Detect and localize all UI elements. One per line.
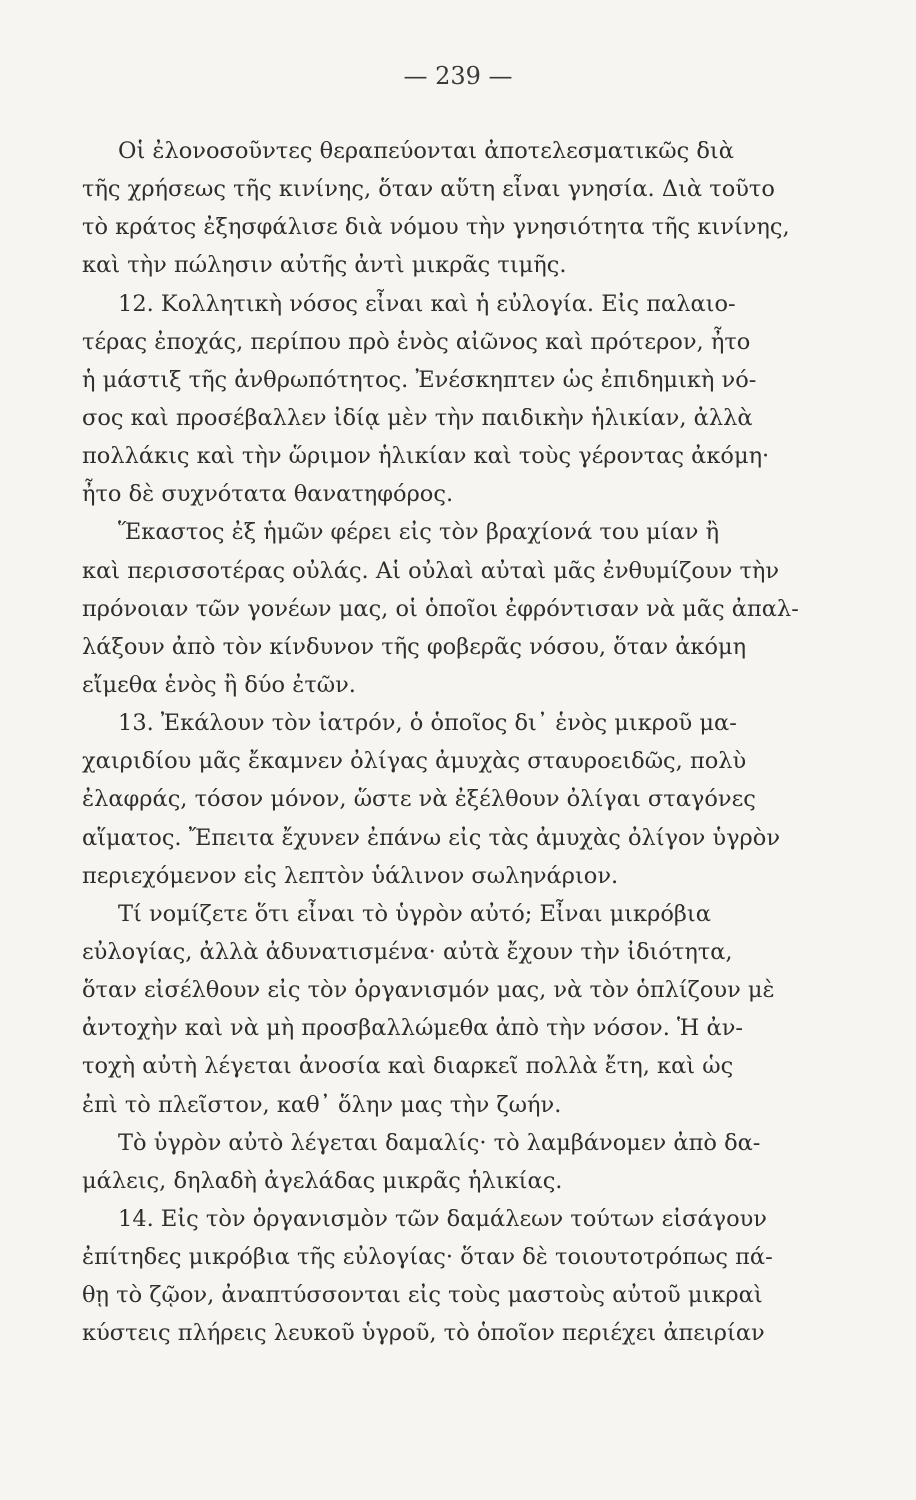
text-line: εὐλογίας, ἀλλὰ ἀδυνατισμένα· αὐτὰ ἔχουν τὴν ἰδιότητα, [82, 938, 733, 965]
body-text [82, 132, 834, 1353]
text-line: 12. Κολλητικὴ νόσος εἶναι καὶ ἡ εὐλογία. Εἰς παλαιο- [118, 290, 736, 317]
text-line: ἐπίτηδες μικρόβια τῆς εὐλογίας· ὅταν δὲ τοιουτοτρόπως πά- [82, 1244, 773, 1271]
text-line: ἐπὶ τὸ πλεῖστον, καθ᾽ ὅλην μας τὴν ζωήν. [82, 1091, 562, 1118]
text-line: ἐλαφράς, τόσον μόνον, ὥστε νὰ ἐξέλθουν ὀλίγαι σταγόνες [82, 786, 756, 813]
text-line: τέρας ἐποχάς, περίπου πρὸ ἑνὸς αἰῶνος καὶ πρότερον, ἦτο [82, 328, 751, 355]
text-line: Τὸ ὑγρὸν αὐτὸ λέγεται δαμαλίς· τὸ λαμβάνομεν ἀπὸ δα- [118, 1129, 761, 1156]
text-line: περιεχόμενον εἰς λεπτὸν ὑάλινον σωληνάριον. [82, 862, 619, 889]
text-line: αἵματος. Ἔπειτα ἔχυνεν ἐπάνω εἰς τὰς ἀμυχὰς ὀλίγον ὑγρὸν [82, 824, 780, 851]
text-line: λάξουν ἀπὸ τὸν κίνδυνον τῆς φοβερᾶς νόσου, ὅταν ἀκόμη [82, 633, 747, 660]
text-line: πρόνοιαν τῶν γονέων μας, οἱ ὁποῖοι ἐφρόντισαν νὰ μᾶς ἀπαλ- [82, 595, 799, 622]
page-number: — 239 — [403, 62, 513, 90]
text-line: κύστεις πλήρεις λευκοῦ ὑγροῦ, τὸ ὁποῖον περιέχει ἀπειρίαν [82, 1320, 765, 1347]
text-line: χαιριδίου μᾶς ἔκαμνεν ὀλίγας ἀμυχὰς σταυροειδῶς, πολὺ [82, 748, 747, 775]
text-line: πολλάκις καὶ τὴν ὥριμον ἡλικίαν καὶ τοὺς γέροντας ἀκόμη· [82, 443, 770, 470]
text-line: θῃ τὸ ζῷον, ἀναπτύσσονται εἰς τοὺς μαστοὺς αὐτοῦ μικραὶ [82, 1282, 763, 1309]
text-line: σος καὶ προσέβαλλεν ἰδίᾳ μὲν τὴν παιδικὴν ἡλικίαν, ἀλλὰ [82, 404, 753, 431]
text-line: Τί νομίζετε ὅτι εἶναι τὸ ὑγρὸν αὐτό; Εἶναι μικρόβια [118, 900, 711, 927]
text-line: καὶ τὴν πώλησιν αὐτῆς ἀντὶ μικρᾶς τιμῆς. [82, 252, 567, 279]
text-line: μάλεις, δηλαδὴ ἀγελάδας μικρᾶς ἡλικίας. [82, 1167, 563, 1194]
text-line: ἀντοχὴν καὶ νὰ μὴ προσβαλλώμεθα ἀπὸ τὴν νόσον. Ἡ ἀν- [82, 1015, 743, 1042]
text-line: Ἕκαστος ἐξ ἡμῶν φέρει εἰς τὸν βραχίονά του μίαν ἢ [118, 519, 720, 546]
text-line: Οἱ ἐλονοσοῦντες θεραπεύονται ἀποτελεσματικῶς διὰ [118, 138, 734, 164]
text-line: τὸ κράτος ἐξησφάλισε διὰ νόμου τὴν γνησιότητα τῆς κινίνης, [82, 214, 790, 241]
text-line: ὅταν εἰσέλθουν εἰς τὸν ὀργανισμόν μας, νὰ τὸν ὁπλίζουν μὲ [82, 977, 775, 1004]
text-line: καὶ περισσοτέρας οὐλάς. Αἱ οὐλαὶ αὐταὶ μᾶς ἐνθυμίζουν τὴν [82, 557, 780, 584]
text-line: ἦτο δὲ συχνότατα θανατηφόρος. [82, 481, 454, 508]
text-line: 13. Ἐκάλουν τὸν ἰατρόν, ὁ ὁποῖος δι᾽ ἑνὸς μικροῦ μα- [118, 710, 737, 737]
text-line: τοχὴ αὐτὴ λέγεται ἀνοσία καὶ διαρκεῖ πολλὰ ἔτη, καὶ ὡς [82, 1053, 734, 1080]
text-line: ἡ μάστιξ τῆς ἀνθρωπότητος. Ἐνέσκηπτεν ὡς ἐπιδημικὴ νό- [82, 366, 757, 393]
text-line: τῆς χρήσεως τῆς κινίνης, ὅταν αὕτη εἶναι γνησία. Διὰ τοῦτο [82, 176, 775, 203]
text-line: 14. Εἰς τὸν ὀργανισμὸν τῶν δαμάλεων τούτων εἰσάγουν [118, 1205, 767, 1232]
text-line: εἴμεθα ἑνὸς ἢ δύο ἐτῶν. [82, 671, 356, 698]
